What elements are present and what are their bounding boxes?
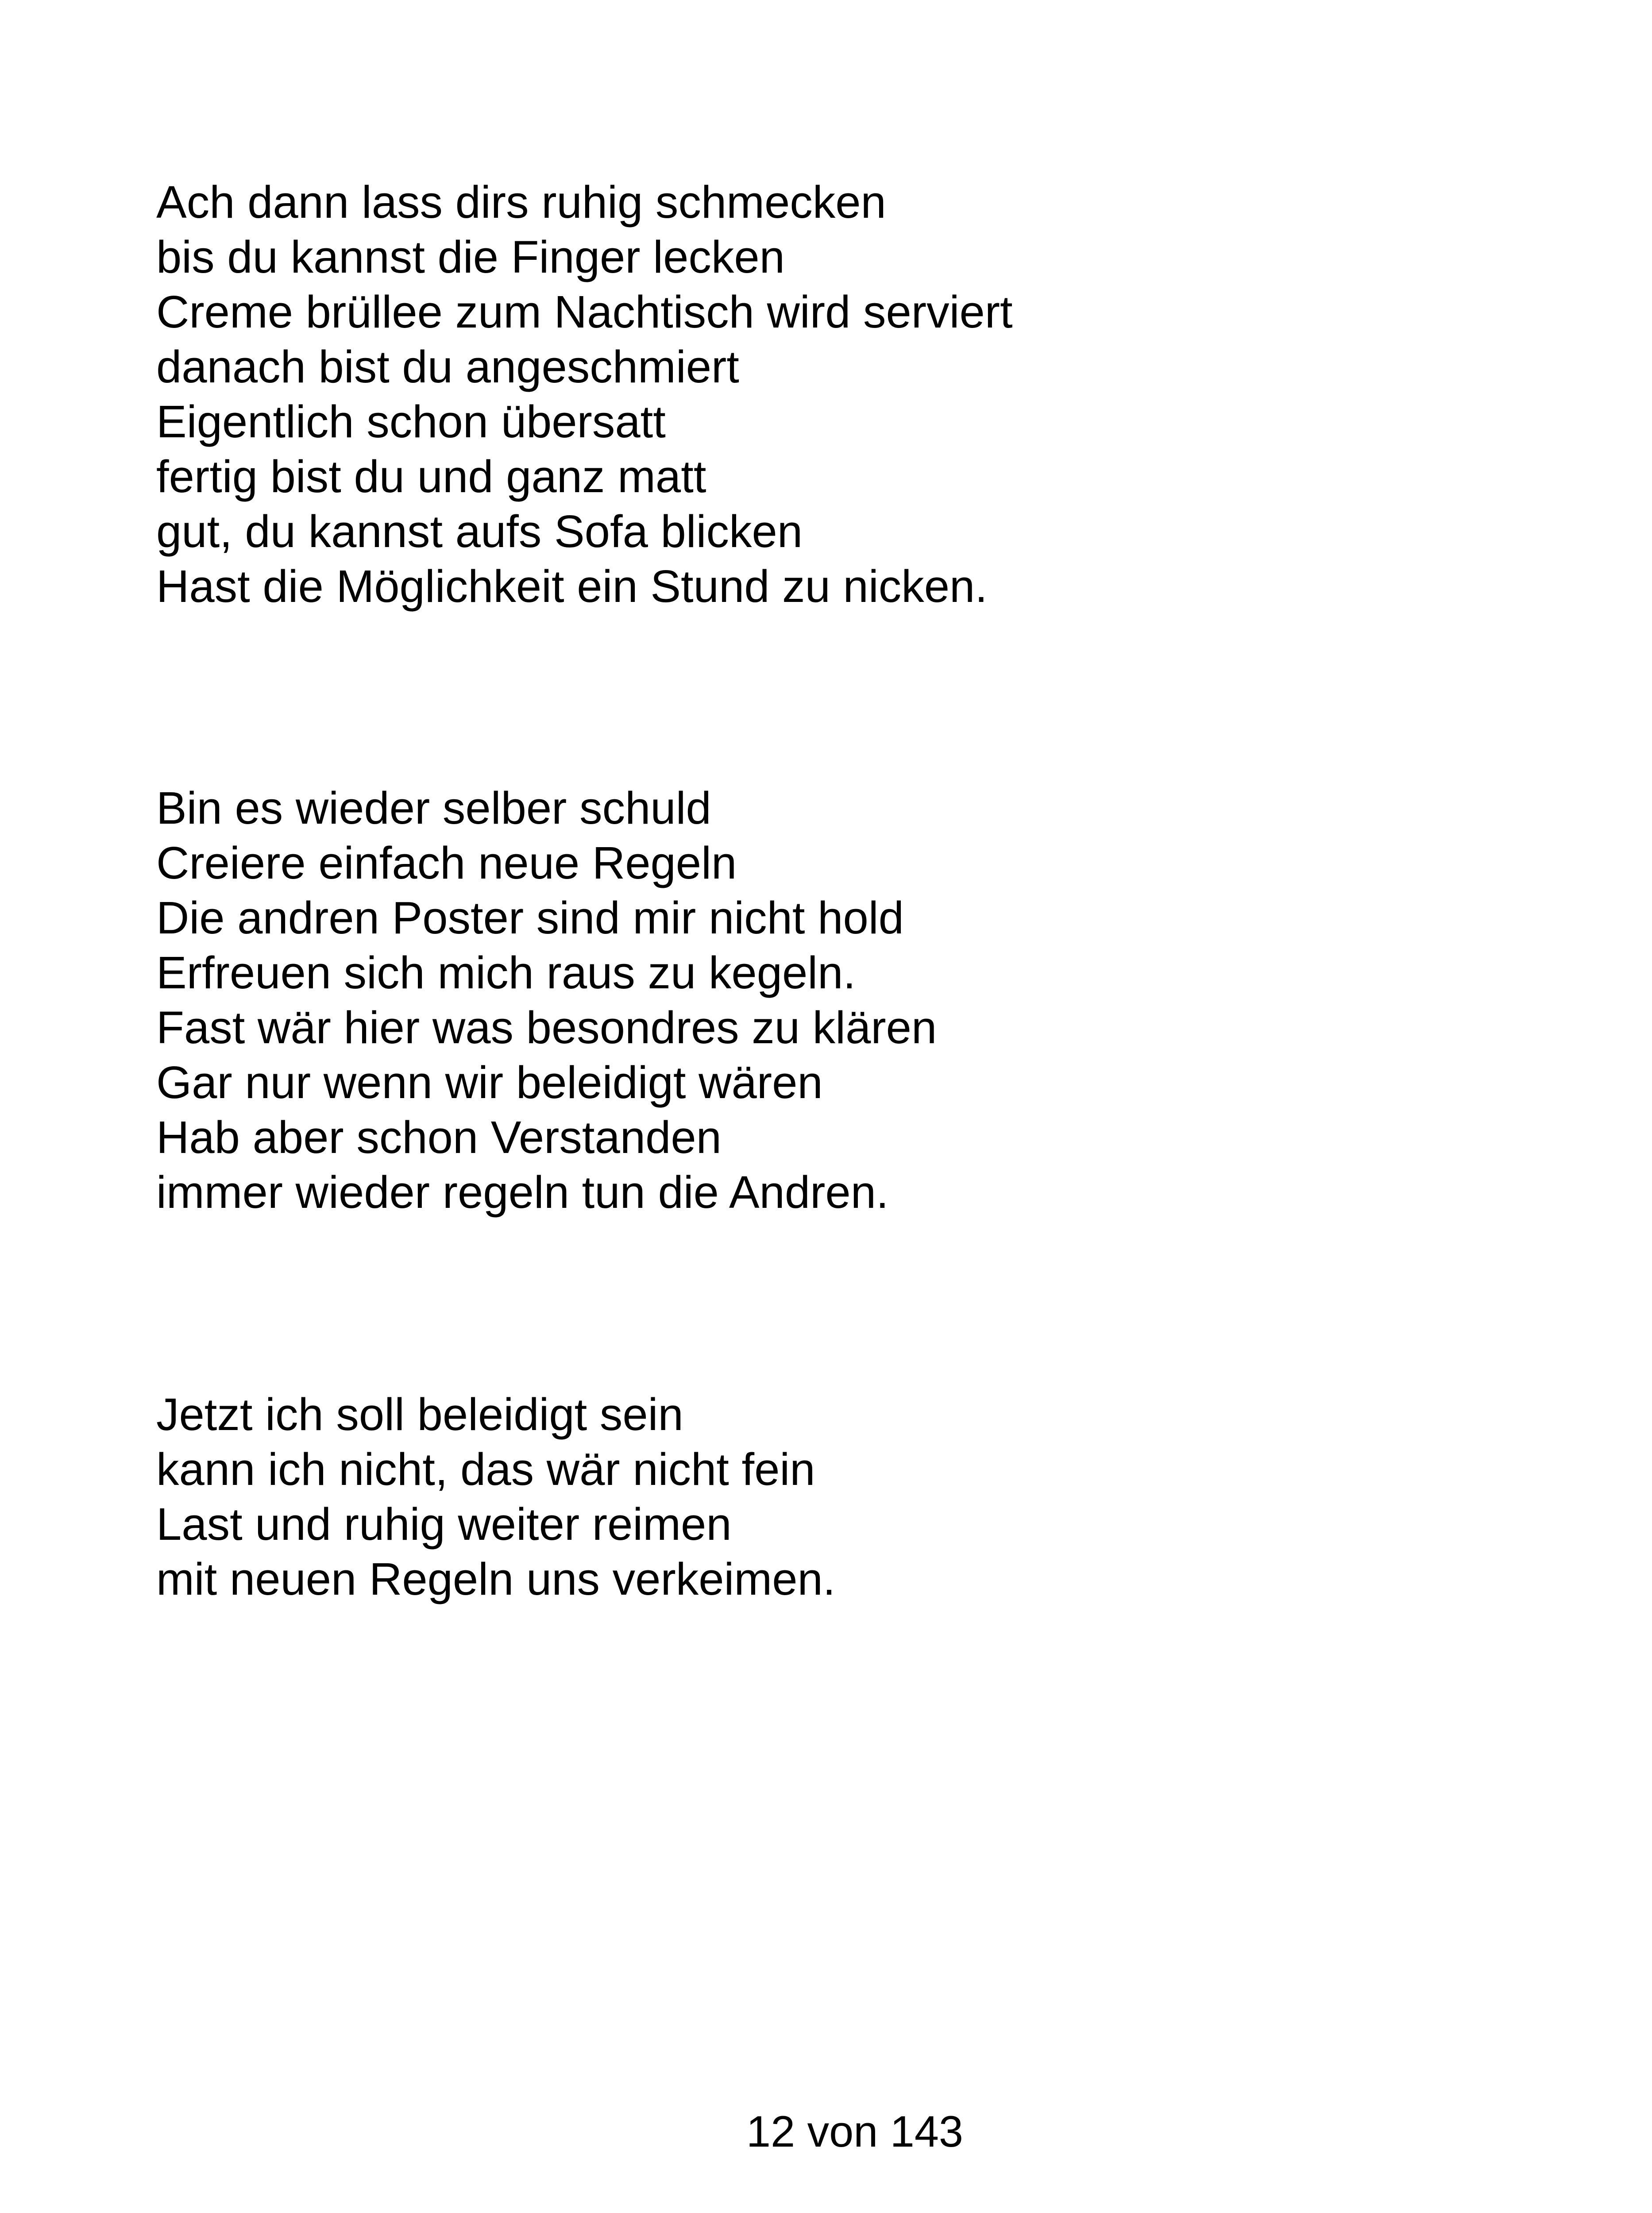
stanza-line: kann ich nicht, das wär nicht fein [156, 1444, 815, 1495]
stanza-line: Bin es wieder selber schuld [156, 783, 711, 833]
stanza-line: Eigentlich schon übersatt [156, 396, 666, 447]
stanza-line: bis du kannst die Finger lecken [156, 231, 785, 282]
stanza-line: Creme brüllee zum Nachtisch wird serviert [156, 286, 1013, 337]
stanza-1 [156, 175, 1484, 614]
stanza-line: Ach dann lass dirs ruhig schmecken [156, 177, 886, 227]
stanza-line: Last und ruhig weiter reimen [156, 1499, 732, 1550]
stanza-line: Hab aber schon Verstanden [156, 1112, 722, 1163]
page-number: 12 von 143 [746, 2107, 963, 2156]
stanza-line: Die andren Poster sind mir nicht hold [156, 892, 904, 943]
stanza-line: Jetzt ich soll beleidigt sein [156, 1389, 683, 1440]
stanza-line: Creiere einfach neue Regeln [156, 837, 737, 888]
stanza-line: fertig bist du und ganz matt [156, 451, 706, 502]
stanza-3 [156, 1387, 1484, 1607]
stanza-line: immer wieder regeln tun die Andren. [156, 1167, 889, 1218]
stanza-line: Hast die Möglichkeit ein Stund zu nicken. [156, 561, 988, 612]
stanza-line: gut, du kannst aufs Sofa blicken [156, 506, 803, 557]
stanza-line: Fast wär hier was besondres zu klären [156, 1002, 937, 1053]
stanza-line: danach bist du angeschmiert [156, 341, 739, 392]
stanza-line: Gar nur wenn wir beleidigt wären [156, 1057, 823, 1108]
stanza-2 [156, 781, 1484, 1220]
stanza-line: Erfreuen sich mich raus zu kegeln. [156, 947, 856, 998]
stanza-line: mit neuen Regeln uns verkeimen. [156, 1554, 836, 1604]
